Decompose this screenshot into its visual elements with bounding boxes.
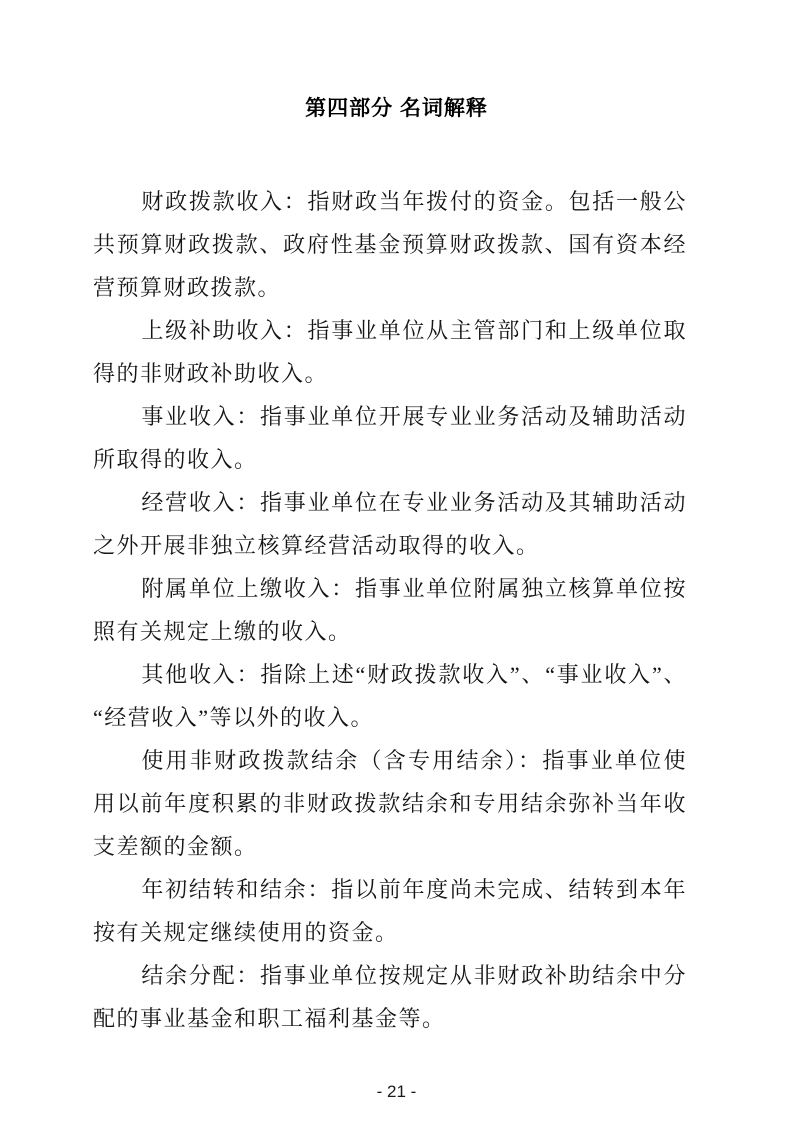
paragraph-qita-shouru: 其他收入：指除上述“财政拨款收入”、“事业收入”、“经营收入”等以外的收入。 — [93, 662, 687, 730]
paragraph-fushu-danwei-shangjiao-shouru: 附属单位上缴收入：指事业单位附属独立核算单位按照有关规定上缴的收入。 — [93, 576, 687, 644]
paragraph-shangji-buzhu-shouru: 上级补助收入：指事业单位从主管部门和上级单位取得的非财政补助收入。 — [93, 318, 687, 386]
paragraph-shiye-shouru: 事业收入：指事业单位开展专业业务活动及辅助活动所取得的收入。 — [93, 404, 687, 472]
paragraph-jieyu-fenpei: 结余分配：指事业单位按规定从非财政补助结余中分配的事业基金和职工福利基金等。 — [93, 963, 687, 1031]
page-title: 第四部分 名词解释 — [305, 97, 488, 121]
paragraph-jingying-shouru: 经营收入：指事业单位在专业业务活动及其辅助活动之外开展非独立核算经营活动取得的收入。 — [93, 490, 687, 558]
paragraph-caizheng-bokuan-shouru: 财政拨款收入：指财政当年拨付的资金。包括一般公共预算财政拨款、政府性基金预算财政拨款、国有资本经营预算财政拨款。 — [93, 189, 687, 300]
paragraph-nianchu-jiezhuan-he-jieyu: 年初结转和结余：指以前年度尚未完成、结转到本年按有关规定继续使用的资金。 — [93, 877, 687, 945]
paragraph-shiyong-feicaizheng-bokuan-jieyu: 使用非财政拨款结余（含专用结余）：指事业单位使用以前年度积累的非财政拨款结余和专用结余弥补当年收支差额的金额。 — [93, 748, 687, 859]
document-body — [93, 180, 687, 1040]
page-number: - 21 - — [376, 1082, 417, 1101]
